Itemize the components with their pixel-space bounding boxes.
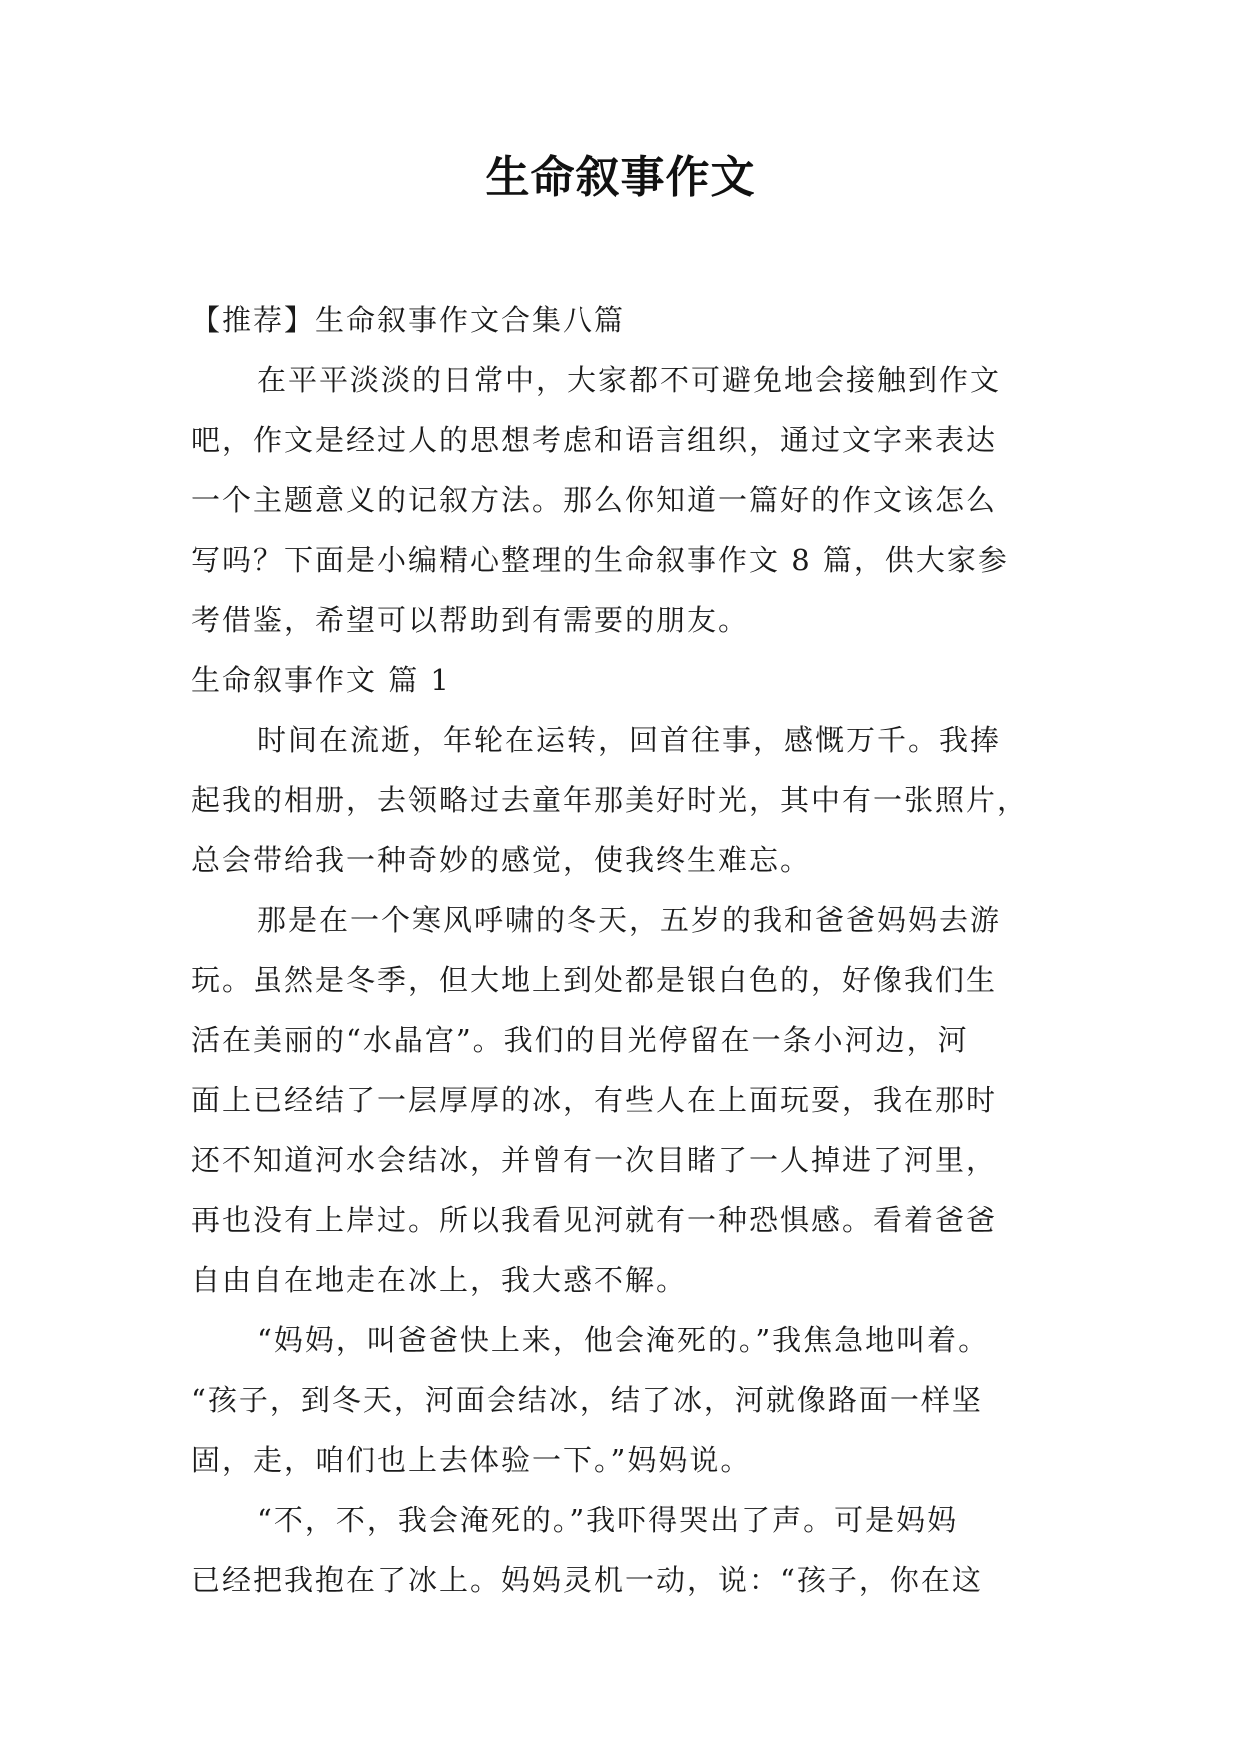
- text-line: “不，不，我会淹死的。”我吓得哭出了声。可是妈妈: [257, 1503, 959, 1537]
- text-line: 再也没有上岸过。所以我看见河就有一种恐惧感。看着爸爸: [191, 1203, 998, 1237]
- text-line: 自由自在地走在冰上，我大惑不解。: [191, 1263, 688, 1297]
- text-line: “孩子，到冬天，河面会结冰，结了冰，河就像路面一样坚: [191, 1383, 983, 1417]
- text-line: 玩。虽然是冬季，但大地上到处都是银白色的，好像我们生: [191, 963, 998, 997]
- text-line: 在平平淡淡的日常中，大家都不可避免地会接触到作文: [257, 363, 1002, 397]
- text-line: 起我的相册，去领略过去童年那美好时光，其中有一张照片，: [191, 783, 1029, 817]
- text-line: 时间在流逝，年轮在运转，回首往事，感慨万千。我捧: [257, 723, 1002, 757]
- text-line: 固，走，咱们也上去体验一下。”妈妈说。: [191, 1443, 752, 1477]
- text-line: 考借鉴，希望可以帮助到有需要的朋友。: [191, 603, 750, 637]
- text-line: 那是在一个寒风呼啸的冬天，五岁的我和爸爸妈妈去游: [257, 903, 1002, 937]
- text-line: 总会带给我一种奇妙的感觉，使我终生难忘。: [191, 843, 812, 877]
- text-line: 一个主题意义的记叙方法。那么你知道一篇好的作文该怎么: [191, 483, 998, 517]
- text-line: 已经把我抱在了冰上。妈妈灵机一动，说：“孩子，你在这: [191, 1563, 983, 1597]
- section-heading: 生命叙事作文 篇 1: [191, 663, 451, 697]
- text-line: 活在美丽的“水晶宫”。我们的目光停留在一条小河边，河: [191, 1023, 969, 1057]
- document-body: [191, 290, 1051, 1610]
- document-title: 生命叙事作文: [485, 152, 756, 203]
- text-line: 面上已经结了一层厚厚的冰，有些人在上面玩耍，我在那时: [191, 1083, 998, 1117]
- text-line: 【推荐】生命叙事作文合集八篇: [191, 303, 626, 337]
- text-line: 写吗？下面是小编精心整理的生命叙事作文 8 篇，供大家参: [191, 543, 1009, 577]
- text-line: 吧，作文是经过人的思想考虑和语言组织，通过文字来表达: [191, 423, 998, 457]
- text-line: 还不知道河水会结冰，并曾有一次目睹了一人掉进了河里，: [191, 1143, 998, 1177]
- text-line: “妈妈，叫爸爸快上来，他会淹死的。”我焦急地叫着。: [257, 1323, 990, 1357]
